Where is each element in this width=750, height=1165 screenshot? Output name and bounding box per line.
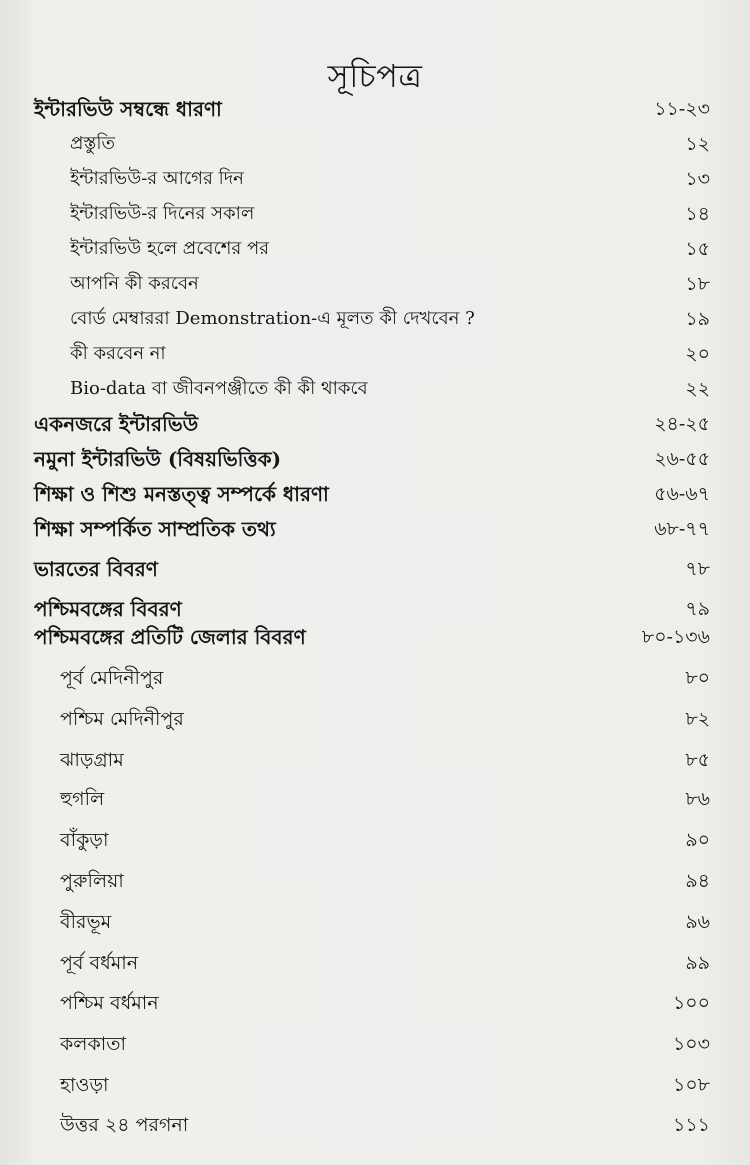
toc-row — [0, 232, 750, 266]
toc-row — [0, 661, 750, 695]
toc-entry-page: ৯৯ — [685, 952, 710, 974]
toc-entry-page: ৭৮ — [685, 558, 710, 580]
toc-entry-label: হাওড়া — [60, 1074, 109, 1096]
toc-row — [0, 864, 750, 898]
toc-entry-label: একনজরে ইন্টারভিউ — [34, 412, 199, 436]
toc-entry-page: ২০ — [685, 343, 710, 365]
toc-entry-page: ১৮ — [685, 273, 710, 295]
toc-entry-label: Bio-data বা জীবনপঞ্জীতে কী কী থাকবে — [70, 378, 368, 399]
toc-row — [0, 302, 750, 336]
toc-entry-label: ইন্টারভিউ-র আগের দিন — [70, 168, 244, 189]
toc-entry-page: ৬৮-৭৭ — [654, 518, 710, 540]
toc-entry-label: পশ্চিমবঙ্গের বিবরণ — [34, 597, 182, 621]
toc-row — [0, 92, 750, 126]
toc-row — [0, 267, 750, 301]
toc-entry-label: পশ্চিম মেদিনীপুর — [60, 708, 184, 730]
toc-entry-label: ইন্টারভিউ-র দিনের সকাল — [70, 203, 255, 224]
page-title: সূচিপত্র — [327, 57, 423, 96]
toc-row — [0, 512, 750, 546]
toc-entry-page: ১৯ — [685, 308, 710, 330]
toc-row — [0, 197, 750, 231]
toc-entry-page: ১০৩ — [672, 1033, 710, 1055]
toc-entry-label: শিক্ষা সম্পর্কিত সাম্প্রতিক তথ্য — [34, 517, 276, 541]
toc-row — [0, 905, 750, 939]
toc-entry-page: ৮২ — [685, 708, 710, 730]
toc-entry-label: ইন্টারভিউ সম্বন্ধে ধারণা — [34, 97, 222, 121]
toc-entry-page: ১২ — [685, 133, 710, 155]
toc-entry-page: ১৪ — [685, 203, 710, 225]
toc-entry-label: পশ্চিম বর্ধমান — [60, 992, 159, 1014]
toc-row — [0, 337, 750, 371]
toc-entry-label: পশ্চিমবঙ্গের প্রতিটি জেলার বিবরণ — [34, 625, 306, 649]
toc-entry-page: ১১-২৩ — [654, 98, 710, 120]
toc-entry-page: ২৪-২৫ — [654, 413, 710, 435]
toc-row — [0, 1027, 750, 1061]
toc-entry-page: ১৩ — [685, 168, 710, 190]
toc-entry-page: ২২ — [685, 378, 710, 400]
toc-entry-label: শিক্ষা ও শিশু মনস্তত্ত্ব সম্পর্কে ধারণা — [34, 482, 329, 506]
toc-entry-label: নমুনা ইন্টারভিউ (বিষয়ভিত্তিক) — [34, 447, 282, 471]
toc-entry-label: বীরভূম — [60, 911, 112, 933]
toc-row — [0, 743, 750, 777]
toc-entry-label: আপনি কী করবেন — [70, 273, 199, 294]
toc-row — [0, 986, 750, 1020]
toc-entry-label: উত্তর ২৪ পরগনা — [60, 1114, 189, 1136]
toc-entry-label: কী করবেন না — [70, 343, 166, 364]
toc-entry-page: ৯০ — [685, 829, 710, 851]
toc-row — [0, 1068, 750, 1102]
toc-entry-page: ৫৬-৬৭ — [654, 483, 710, 505]
toc-entry-page: ১০৮ — [672, 1074, 710, 1096]
toc-entry-page: ১০০ — [672, 992, 710, 1014]
toc-entry-page: ৮৬ — [685, 788, 710, 810]
toc-row — [0, 162, 750, 196]
toc-row — [0, 442, 750, 476]
toc-entry-label: বোর্ড মেম্বাররা Demonstration-এ মূলত কী দেখবেন ? — [70, 308, 475, 329]
toc-entry-label: ঝাড়গ্রাম — [60, 749, 124, 771]
toc-entry-label: পূর্ব বর্ধমান — [60, 952, 139, 974]
toc-entry-page: ১১১ — [673, 1114, 710, 1136]
toc-entry-label: ইন্টারভিউ হলে প্রবেশের পর — [70, 238, 270, 259]
toc-entry-label: প্রস্তুতি — [70, 133, 116, 154]
toc-entry-page: ১৫ — [685, 238, 710, 260]
toc-entry-label: বাঁকুড়া — [60, 829, 109, 851]
toc-row — [0, 477, 750, 511]
toc-entry-page: ২৬-৫৫ — [654, 448, 710, 470]
toc-entry-page: ৮০-১৩৬ — [641, 626, 710, 648]
toc-row — [0, 823, 750, 857]
toc-entry-label: পুরুলিয়া — [60, 870, 124, 892]
toc-row — [0, 946, 750, 980]
toc-row — [0, 372, 750, 406]
toc-row — [0, 702, 750, 736]
toc-entry-page: ৮০ — [685, 667, 710, 689]
toc-entry-page: ৮৫ — [685, 749, 710, 771]
toc-row — [0, 782, 750, 816]
toc-row — [0, 552, 750, 586]
toc-entry-page: ৯৬ — [685, 911, 710, 933]
toc-entry-page: ৯৪ — [685, 870, 710, 892]
toc-entry-page: ৭৯ — [685, 598, 710, 620]
toc-entry-label: ভারতের বিবরণ — [34, 557, 158, 581]
toc-entry-label: কলকাতা — [60, 1033, 127, 1055]
toc-row — [0, 407, 750, 441]
toc-entry-label: পূর্ব মেদিনীপুর — [60, 667, 164, 689]
toc-row — [0, 127, 750, 161]
toc-row — [0, 620, 750, 654]
toc-entry-label: হুগলি — [60, 788, 105, 810]
toc-row — [0, 1108, 750, 1142]
